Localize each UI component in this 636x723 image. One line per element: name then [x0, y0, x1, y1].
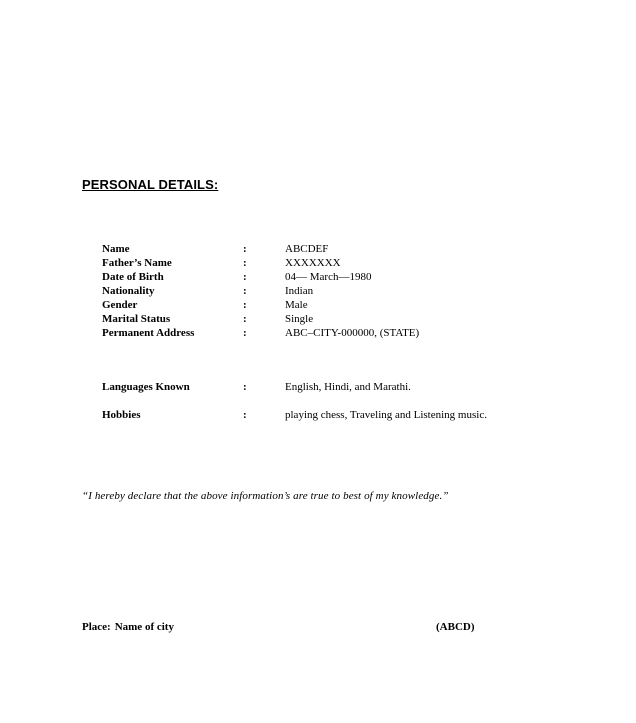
detail-value: Indian: [285, 285, 314, 297]
detail-separator: :: [243, 271, 247, 283]
place-value: Name of city: [114, 621, 174, 633]
signature-name: (ABCD): [436, 621, 475, 633]
declaration-text: “I hereby declare that the above information’s are true to best of my knowledge.”: [82, 490, 449, 502]
detail-value: English, Hindi, and Marathi.: [285, 381, 411, 393]
place-label: Place:: [82, 621, 111, 633]
detail-value: ABC–CITY-000000, (STATE): [285, 327, 420, 339]
detail-label: Hobbies: [102, 409, 141, 421]
detail-label: Marital Status: [102, 313, 171, 325]
detail-label: Name: [102, 243, 130, 255]
detail-separator: :: [243, 327, 247, 339]
detail-value: playing chess, Traveling and Listening music.: [285, 409, 487, 421]
detail-value: 04— March—1980: [285, 271, 372, 283]
detail-separator: :: [243, 313, 247, 325]
detail-separator: :: [243, 409, 247, 421]
detail-label: Date of Birth: [102, 271, 164, 283]
detail-label: Languages Known: [102, 381, 190, 393]
detail-value: ABCDEF: [285, 243, 329, 255]
detail-value: Single: [285, 313, 314, 325]
detail-separator: :: [243, 243, 247, 255]
detail-label: Gender: [102, 299, 138, 311]
detail-value: XXXXXXX: [285, 257, 341, 269]
detail-separator: :: [243, 381, 247, 393]
detail-separator: :: [243, 285, 247, 297]
detail-separator: :: [243, 257, 247, 269]
detail-value: Male: [285, 299, 308, 311]
detail-label: Permanent Address: [102, 327, 195, 339]
place-line: [82, 621, 174, 633]
detail-label: Nationality: [102, 285, 155, 297]
detail-separator: :: [243, 299, 247, 311]
detail-label: Father’s Name: [102, 257, 172, 269]
personal-details-heading: PERSONAL DETAILS:: [82, 177, 219, 192]
